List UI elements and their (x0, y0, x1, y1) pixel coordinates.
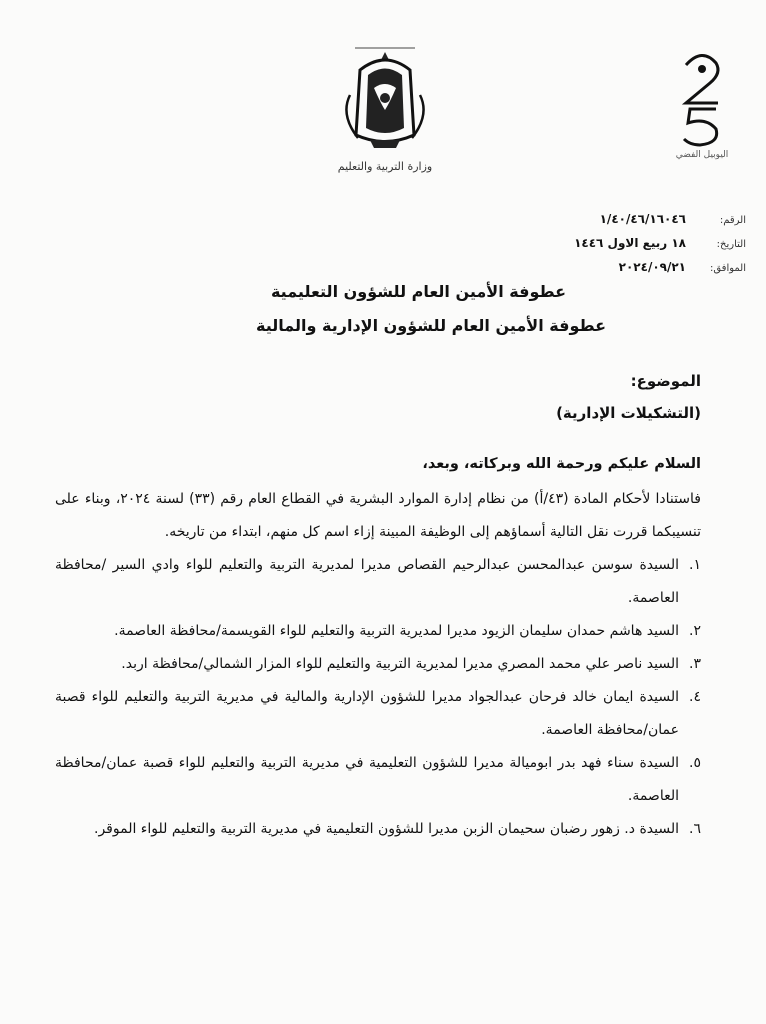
ministry-name: وزارة التربية والتعليم (337, 160, 433, 173)
item-text: السيدة ايمان خالد فرحان عبدالجواد مديرا للشؤون الإدارية والمالية في مديرية التربية والتعليم للواء قصبة عمان/محافظة العاصمة. (55, 689, 679, 738)
intro-paragraph: فاستنادا لأحكام المادة (٤٣/أ) من نظام إدارة الموارد البشرية في القطاع العام رقم (٣٣) لسنة ٢٠٢٤، وبناء على تنسيبكما قررت نقل التالية أسماؤهم إلى الوظيفة المبينة إزاء اسم كل منهم، ابتداء من تاريخه. (55, 491, 701, 540)
appointments-list (55, 549, 701, 846)
meta-label: التاريخ: (716, 239, 746, 250)
item-text: السيدة د. زهور رضبان سحيمان الزبن مديرا للشؤون التعليمية في مديرية التربية والتعليم للواء الموقر. (94, 821, 679, 837)
reference-number-row (516, 212, 746, 236)
reference-block (516, 212, 746, 284)
subject-label: الموضوع: (630, 372, 701, 390)
item-text: السيد ناصر علي محمد المصري مديرا لمديرية التربية والتعليم للواء المزار الشمالي/محافظة اربد. (121, 656, 679, 672)
list-item (55, 615, 701, 648)
reference-number: ١/٤٠/٤٦/١٦٠٤٦ (599, 212, 686, 226)
item-number: ١. (689, 557, 701, 573)
greeting: السلام عليكم ورحمة الله وبركاته، وبعد، (422, 456, 701, 472)
logo-caption: اليوبيل الفضي (675, 150, 729, 160)
jubilee-logo (662, 45, 742, 175)
item-number: ٣. (689, 656, 701, 672)
meta-label: الموافق: (709, 263, 746, 274)
subject-value: (التشكيلات الإدارية) (556, 404, 701, 422)
list-item (55, 681, 701, 747)
hijri-date-row (516, 236, 746, 260)
meta-label: الرقم: (719, 215, 746, 226)
list-item (55, 549, 701, 615)
letter-body (55, 448, 701, 846)
recipient-line: عطوفة الأمين العام للشؤون التعليمية (270, 282, 566, 301)
recipient-line: عطوفة الأمين العام للشؤون الإدارية والمالية (256, 316, 606, 335)
crest-icon (330, 40, 440, 155)
item-number: ٢. (689, 623, 701, 639)
list-item (55, 813, 701, 846)
jubilee-25-icon (672, 45, 732, 150)
item-text: السيدة سوسن عبدالمحسن عبدالرحيم القصاص مديرا لمديرية التربية والتعليم للواء وادي السير /محافظة العاصمة. (55, 557, 679, 606)
hijri-date: ١٨ ربيع الاول ١٤٤٦ (574, 236, 686, 250)
gregorian-date-row (516, 260, 746, 284)
item-number: ٥. (689, 755, 701, 771)
item-number: ٤. (689, 689, 701, 705)
item-number: ٦. (689, 821, 701, 837)
list-item (55, 648, 701, 681)
gregorian-date: ٢٠٢٤/٠٩/٢١ (618, 260, 686, 274)
item-text: السيدة سناء فهد بدر ابوميالة مديرا للشؤون التعليمية في مديرية التربية والتعليم للواء قصبة عمان/محافظة العاصمة. (55, 755, 679, 804)
item-text: السيد هاشم حمدان سليمان الزيود مديرا لمديرية التربية والتعليم للواء القويسمة/محافظة العاصمة. (114, 623, 679, 639)
list-item (55, 747, 701, 813)
